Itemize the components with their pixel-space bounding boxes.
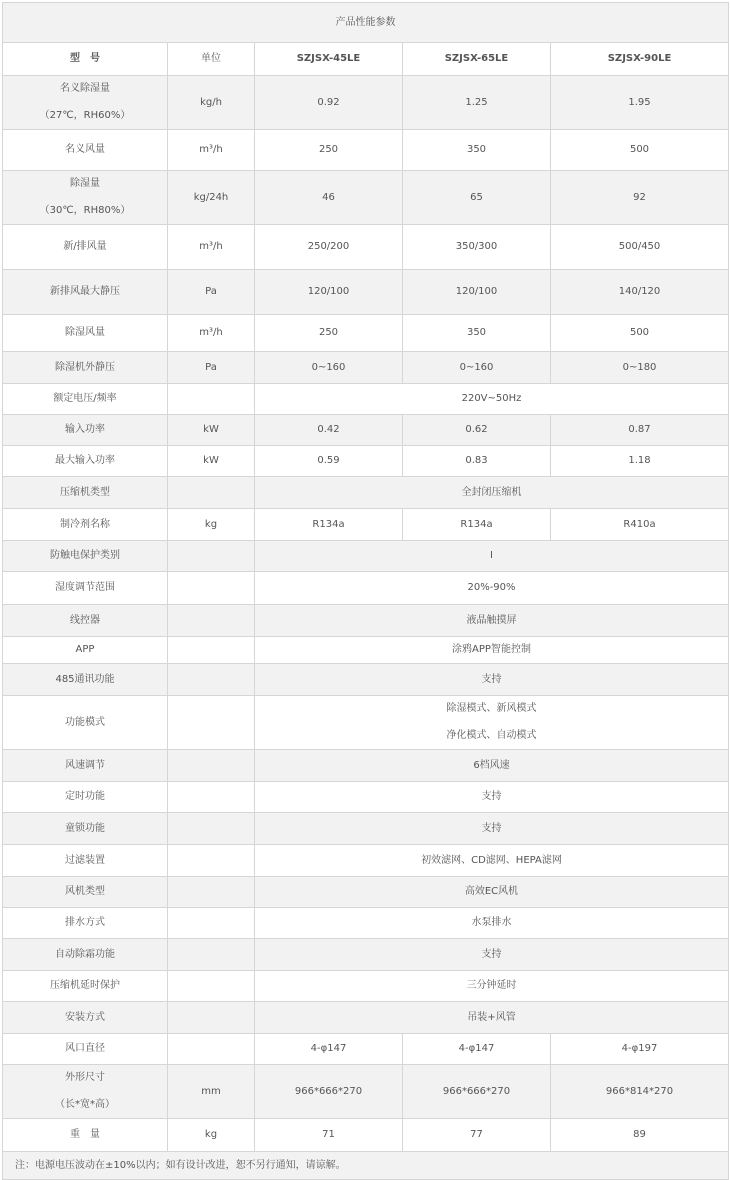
row-label-text: 定时功能 — [65, 791, 105, 802]
row-value-text: 高效EC风机 — [464, 886, 519, 897]
row-value: 4-φ147 — [255, 1034, 403, 1065]
row-value-text: 净化模式、自动模式 — [446, 730, 537, 741]
row-value-text: 除湿模式、新风模式 — [446, 703, 537, 714]
row-unit — [168, 605, 255, 637]
table-row — [3, 605, 729, 637]
row-label-text: 名义风量 — [65, 144, 105, 155]
note-row — [3, 1152, 729, 1180]
row-unit — [168, 696, 255, 750]
table-row — [3, 813, 729, 845]
row-unit — [168, 637, 255, 664]
row-value-text: 6档风速 — [473, 759, 510, 771]
row-value: 0~160 — [403, 352, 551, 384]
row-value-merged — [255, 477, 729, 509]
row-label-text: 最大输入功率 — [55, 455, 115, 466]
row-label-text: 名义除湿量 — [60, 83, 110, 94]
row-value: 250 — [255, 315, 403, 352]
table-row — [3, 939, 729, 971]
row-value-merged — [255, 845, 729, 877]
table-row — [3, 384, 729, 415]
row-value-merged — [255, 605, 729, 637]
row-unit: m³/h — [168, 225, 255, 270]
row-label — [3, 1065, 168, 1119]
header-model: SZJSX-65LE — [403, 43, 551, 76]
row-unit — [168, 1002, 255, 1034]
table-row — [3, 877, 729, 908]
row-value: 966*666*270 — [255, 1065, 403, 1119]
row-value: 500/450 — [551, 225, 729, 270]
row-label — [3, 1034, 168, 1065]
row-value: 140/120 — [551, 270, 729, 315]
row-unit: kW — [168, 446, 255, 477]
table-row — [3, 845, 729, 877]
table-row — [3, 315, 729, 352]
row-value-text: 涂鸦APP智能控制 — [452, 644, 531, 655]
row-unit — [168, 572, 255, 605]
row-value: 250 — [255, 130, 403, 171]
table-row — [3, 971, 729, 1002]
row-label — [3, 415, 168, 446]
row-value-merged — [255, 541, 729, 572]
row-label — [3, 171, 168, 225]
table-row — [3, 782, 729, 813]
row-value: R134a — [255, 509, 403, 541]
row-label-text: 自动除霜功能 — [55, 948, 115, 960]
row-label — [3, 130, 168, 171]
table-row — [3, 572, 729, 605]
row-unit: mm — [168, 1065, 255, 1119]
row-label — [3, 813, 168, 845]
row-label-condition: （长*宽*高） — [55, 1099, 115, 1110]
row-label — [3, 877, 168, 908]
row-unit — [168, 877, 255, 908]
row-value: 65 — [403, 171, 551, 225]
table-row — [3, 750, 729, 782]
row-label — [3, 971, 168, 1002]
row-value-merged — [255, 971, 729, 1002]
row-label-text: 新排风最大静压 — [50, 286, 120, 297]
table-row — [3, 509, 729, 541]
row-label — [3, 477, 168, 509]
row-value: 92 — [551, 171, 729, 225]
row-label-condition: （27℃，RH60%） — [39, 110, 131, 121]
row-unit — [168, 477, 255, 509]
row-value: 350/300 — [403, 225, 551, 270]
row-value: 0.59 — [255, 446, 403, 477]
row-label-text: 输入功率 — [65, 424, 105, 435]
header-model-label: 型 号 — [3, 43, 168, 76]
row-label — [3, 664, 168, 696]
row-unit: m³/h — [168, 130, 255, 171]
row-value: 71 — [255, 1119, 403, 1152]
row-label-text: 湿度调节范围 — [55, 582, 115, 593]
row-value: 0.62 — [403, 415, 551, 446]
table-row — [3, 696, 729, 750]
header-row — [3, 43, 729, 76]
row-value-merged — [255, 782, 729, 813]
row-label — [3, 572, 168, 605]
table-row — [3, 1002, 729, 1034]
row-label-text: 额定电压/频率 — [53, 393, 117, 404]
row-label — [3, 1119, 168, 1152]
table-row — [3, 637, 729, 664]
row-label — [3, 270, 168, 315]
row-value-text: 220V~50Hz — [461, 393, 522, 404]
row-label — [3, 76, 168, 130]
row-value: 89 — [551, 1119, 729, 1152]
row-unit — [168, 971, 255, 1002]
row-value: 350 — [403, 315, 551, 352]
row-unit — [168, 750, 255, 782]
table-row — [3, 225, 729, 270]
row-label-text: 除湿机外静压 — [55, 361, 115, 373]
row-value-text: 液晶触摸屏 — [466, 614, 517, 626]
row-value-text: 支持 — [481, 948, 502, 960]
row-unit — [168, 664, 255, 696]
row-value: 250/200 — [255, 225, 403, 270]
row-label-text: 新/排风量 — [63, 241, 107, 252]
table-row — [3, 541, 729, 572]
row-value-text: 支持 — [481, 822, 502, 834]
row-unit: Pa — [168, 352, 255, 384]
table-row — [3, 415, 729, 446]
row-label-text: 功能模式 — [65, 716, 105, 728]
row-value-text: 支持 — [481, 791, 502, 802]
table-row — [3, 352, 729, 384]
row-label-text: 外形尺寸 — [65, 1072, 105, 1083]
row-value: 46 — [255, 171, 403, 225]
row-value: 966*814*270 — [551, 1065, 729, 1119]
row-label — [3, 225, 168, 270]
row-unit: kg — [168, 1119, 255, 1152]
table-row — [3, 270, 729, 315]
row-label — [3, 939, 168, 971]
header-model: SZJSX-45LE — [255, 43, 403, 76]
row-value: 500 — [551, 130, 729, 171]
row-value-merged — [255, 750, 729, 782]
row-value: 4-φ197 — [551, 1034, 729, 1065]
row-value-merged — [255, 664, 729, 696]
row-value-text: 全封闭压缩机 — [461, 486, 522, 498]
row-label — [3, 782, 168, 813]
row-value: 0.92 — [255, 76, 403, 130]
row-value-merged — [255, 939, 729, 971]
row-label — [3, 352, 168, 384]
row-label-text: 压缩机类型 — [60, 486, 110, 498]
row-label-text: 除湿风量 — [65, 327, 105, 338]
row-unit — [168, 813, 255, 845]
row-label-text: 线控器 — [70, 614, 100, 626]
spec-table — [2, 2, 729, 1180]
row-label — [3, 845, 168, 877]
row-label — [3, 908, 168, 939]
row-label-text: 排水方式 — [65, 917, 105, 928]
row-value-text: 吊装+风管 — [467, 1011, 516, 1023]
row-label — [3, 384, 168, 415]
table-title: 产品性能参数 — [3, 3, 729, 43]
row-label-text: 制冷剂名称 — [60, 518, 110, 530]
row-value: 77 — [403, 1119, 551, 1152]
row-value: R410a — [551, 509, 729, 541]
row-unit: kg/h — [168, 76, 255, 130]
row-unit — [168, 541, 255, 572]
header-unit-label: 单位 — [168, 43, 255, 76]
row-unit — [168, 845, 255, 877]
row-value: 1.18 — [551, 446, 729, 477]
row-value-text: I — [490, 550, 493, 561]
row-label — [3, 1002, 168, 1034]
title-row — [3, 3, 729, 43]
row-label-text: APP — [75, 644, 95, 655]
row-value: 500 — [551, 315, 729, 352]
row-value-merged — [255, 908, 729, 939]
row-value: 0~160 — [255, 352, 403, 384]
row-unit: kg/24h — [168, 171, 255, 225]
row-label — [3, 541, 168, 572]
row-label-text: 风机类型 — [65, 886, 105, 897]
row-label — [3, 446, 168, 477]
row-unit — [168, 908, 255, 939]
row-unit — [168, 384, 255, 415]
table-row — [3, 1065, 729, 1119]
row-value-text: 水泵排水 — [471, 917, 512, 928]
row-value-merged — [255, 637, 729, 664]
row-value: 4-φ147 — [403, 1034, 551, 1065]
row-unit: Pa — [168, 270, 255, 315]
row-value: 350 — [403, 130, 551, 171]
table-row — [3, 171, 729, 225]
table-row — [3, 1034, 729, 1065]
row-value: 0~180 — [551, 352, 729, 384]
row-value-merged — [255, 877, 729, 908]
row-label — [3, 750, 168, 782]
row-label-text: 除湿量 — [70, 178, 100, 189]
row-label — [3, 315, 168, 352]
row-value: 120/100 — [255, 270, 403, 315]
row-value: 0.83 — [403, 446, 551, 477]
row-label — [3, 605, 168, 637]
row-value: 1.25 — [403, 76, 551, 130]
footnote: 注：电源电压波动在±10%以内；如有设计改进，恕不另行通知，请谅解。 — [3, 1152, 729, 1180]
row-value: R134a — [403, 509, 551, 541]
table-row — [3, 130, 729, 171]
row-label — [3, 696, 168, 750]
row-value: 0.87 — [551, 415, 729, 446]
row-label-text: 安装方式 — [65, 1011, 105, 1023]
row-value-text: 20%-90% — [467, 582, 516, 593]
row-label-text: 防触电保护类别 — [50, 550, 120, 561]
table-row — [3, 908, 729, 939]
row-value-text: 支持 — [481, 673, 502, 685]
row-unit: kW — [168, 415, 255, 446]
row-value-merged — [255, 572, 729, 605]
table-row — [3, 446, 729, 477]
row-value: 0.42 — [255, 415, 403, 446]
table-row — [3, 477, 729, 509]
row-label-text: 压缩机延时保护 — [50, 980, 120, 991]
table-row — [3, 664, 729, 696]
row-unit: m³/h — [168, 315, 255, 352]
row-value-merged — [255, 813, 729, 845]
row-value: 966*666*270 — [403, 1065, 551, 1119]
table-row — [3, 76, 729, 130]
row-label — [3, 637, 168, 664]
row-label-text: 风口直径 — [65, 1043, 105, 1054]
header-model: SZJSX-90LE — [551, 43, 729, 76]
row-value: 1.95 — [551, 76, 729, 130]
row-label-text: 过滤装置 — [65, 854, 105, 866]
row-unit — [168, 782, 255, 813]
row-value-text: 三分钟延时 — [466, 980, 517, 991]
row-value-merged — [255, 384, 729, 415]
row-label-condition: （30℃，RH80%） — [39, 205, 131, 216]
row-unit — [168, 1034, 255, 1065]
row-value: 120/100 — [403, 270, 551, 315]
row-value-text: 初效滤网、CD滤网、HEPA滤网 — [421, 854, 562, 866]
row-unit: kg — [168, 509, 255, 541]
row-value-merged — [255, 696, 729, 750]
row-value-merged — [255, 1002, 729, 1034]
row-unit — [168, 939, 255, 971]
table-row — [3, 1119, 729, 1152]
row-label-text: 童锁功能 — [65, 822, 105, 834]
row-label-text: 重 量 — [70, 1129, 100, 1140]
row-label-text: 风速调节 — [65, 759, 105, 771]
row-label-text: 485通讯功能 — [55, 673, 115, 685]
row-label — [3, 509, 168, 541]
